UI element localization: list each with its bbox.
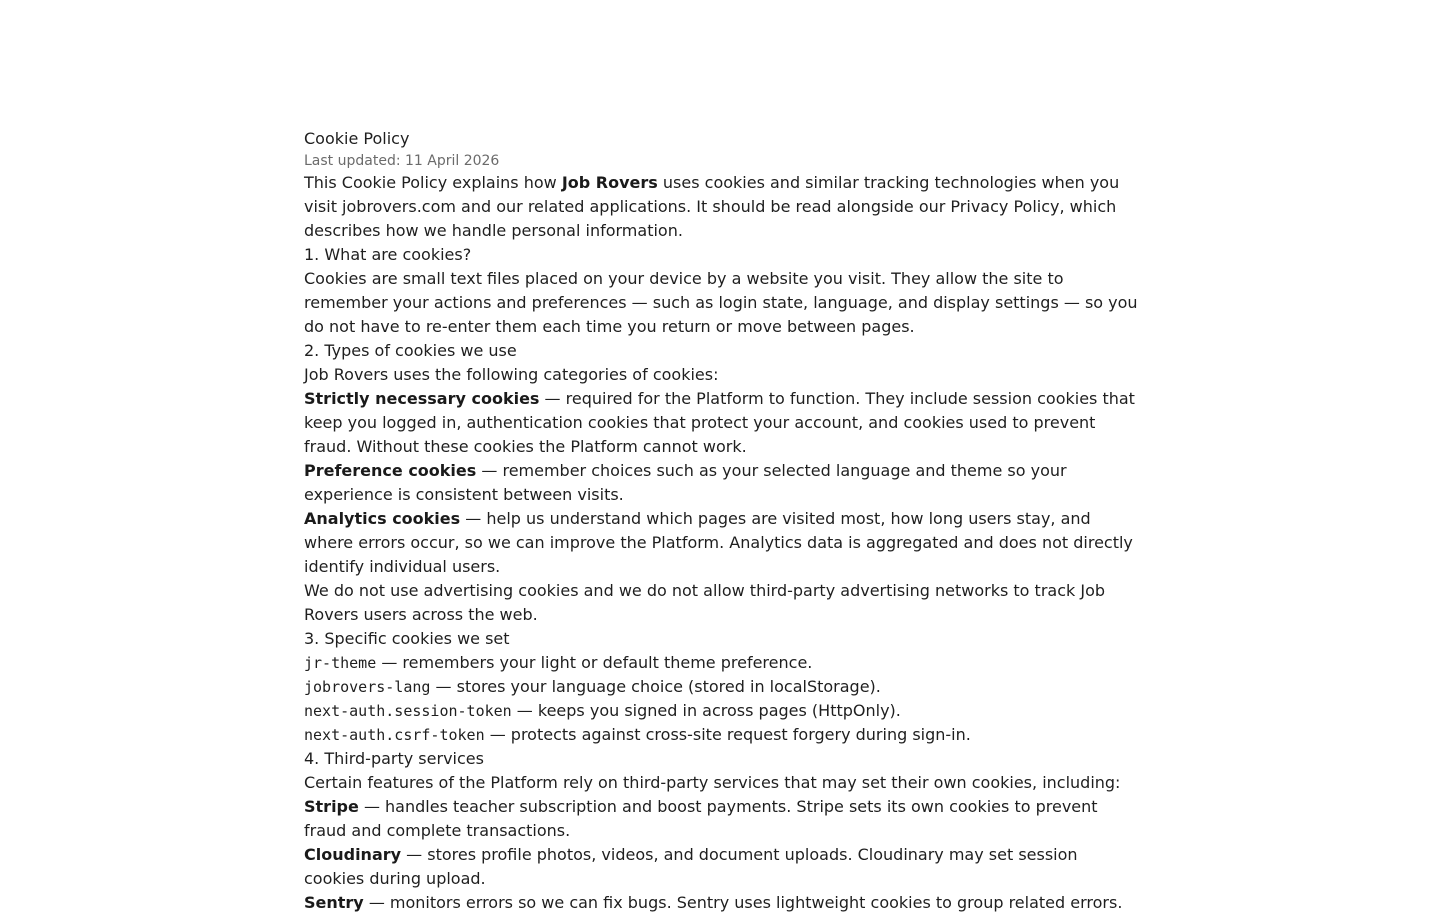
section-heading-what-are-cookies: 1. What are cookies?	[304, 245, 472, 264]
intro-paragraph	[304, 171, 1140, 243]
section-heading-specific-cookies: 3. Specific cookies we set	[304, 629, 510, 648]
cookie-name: next-auth.session-token	[304, 702, 512, 720]
page-title: Cookie Policy	[304, 129, 410, 148]
cookie-type-term: Strictly necessary cookies	[304, 389, 540, 408]
cookie-type-term: Preference cookies	[304, 461, 477, 480]
third-party-item	[304, 891, 1140, 915]
cookie-type-desc: — required for the Platform to function. They include session cookies that keep you logged in, authentication cookies that protect your account, and cookies used to prevent fraud. Without these cookies the Platform cannot work.	[304, 389, 1135, 456]
third-party-desc: — stores profile photos, videos, and document uploads. Cloudinary may set session cookies during upload.	[304, 845, 1078, 888]
cookie-desc: — remembers your light or default theme preference.	[376, 653, 813, 672]
section-heading-types-of-cookies: 2. Types of cookies we use	[304, 341, 517, 360]
advertising-note: We do not use advertising cookies and we do not allow third-party advertising networks to track Job Rovers users across the web.	[304, 581, 1106, 624]
intro-text-start: This Cookie Policy explains how	[304, 173, 562, 192]
cookie-name: jr-theme	[304, 654, 377, 672]
section-heading-third-party: 4. Third-party services	[304, 749, 484, 768]
types-lead-text: Job Rovers uses the following categories of cookies:	[304, 365, 719, 384]
specific-cookie-item	[304, 651, 1140, 675]
third-party-desc: — handles teacher subscription and boost payments. Stripe sets its own cookies to prevent fraud and complete transactions.	[304, 797, 1098, 840]
cookie-desc: — protects against cross-site request forgery during sign-in.	[484, 725, 971, 744]
cookie-desc: — keeps you signed in across pages (HttpOnly).	[511, 701, 901, 720]
last-updated-date: Last updated: 11 April 2026	[304, 153, 500, 169]
third-party-desc: — monitors errors so we can fix bugs. Sentry uses lightweight cookies to group related errors.	[363, 893, 1123, 912]
cookie-type-desc: — remember choices such as your selected language and theme so your experience is consistent between visits.	[304, 461, 1067, 504]
third-party-term: Cloudinary	[304, 845, 402, 864]
specific-cookie-item	[304, 675, 1140, 699]
cookie-desc: — stores your language choice (stored in localStorage).	[430, 677, 881, 696]
cookie-type-item	[304, 507, 1140, 579]
cookie-policy-document	[304, 127, 1140, 915]
cookie-type-desc: — help us understand which pages are visited most, how long users stay, and where errors occur, so we can improve the Platform. Analytics data is aggregated and does not directly identify individual users.	[304, 509, 1133, 576]
cookie-name: next-auth.csrf-token	[304, 726, 485, 744]
third-party-term: Sentry	[304, 893, 364, 912]
cookie-name: jobrovers-lang	[304, 678, 431, 696]
specific-cookie-item	[304, 723, 1140, 747]
specific-cookie-item	[304, 699, 1140, 723]
third-party-term: Stripe	[304, 797, 359, 816]
cookie-type-item	[304, 387, 1140, 459]
third-party-item	[304, 843, 1140, 891]
section-text-what-are-cookies: Cookies are small text files placed on your device by a website you visit. They allow the site to remember your actions and preferences — such as login state, language, and display settings — so you do not have to re-enter them each time you return or move between pages.	[304, 269, 1138, 336]
brand-name: Job Rovers	[561, 173, 658, 192]
intro-text-end: uses cookies and similar tracking technologies when you visit jobrovers.com and our related applications. It should be read alongside our Privacy Policy, which describes how we handle personal information.	[304, 173, 1120, 240]
third-party-lead-text: Certain features of the Platform rely on third-party services that may set their own cookies, including:	[304, 773, 1121, 792]
third-party-item	[304, 795, 1140, 843]
cookie-type-term: Analytics cookies	[304, 509, 461, 528]
cookie-type-item	[304, 459, 1140, 507]
